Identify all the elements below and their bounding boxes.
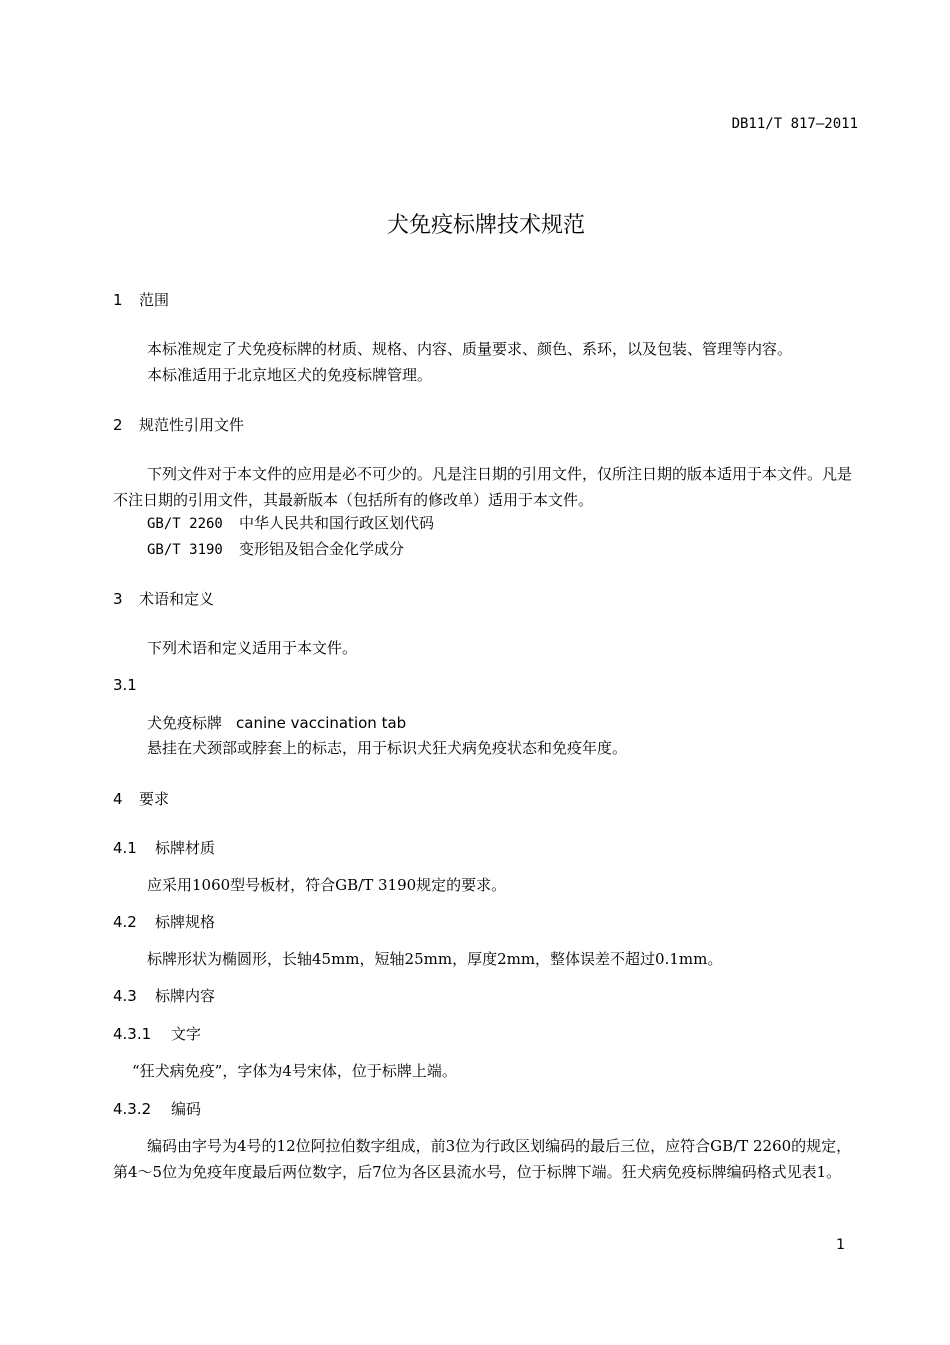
reference-code: GB/T 2260 bbox=[147, 516, 223, 532]
term-english: canine vaccination tab bbox=[236, 714, 407, 732]
section-title: 术语和定义 bbox=[139, 590, 215, 608]
subsection-4-3-1-heading bbox=[113, 1023, 201, 1044]
section-2-heading bbox=[113, 414, 244, 435]
paragraph: 标牌形状为椭圆形，长轴45mm，短轴25mm，厚度2mm，整体误差不超过0.1mm。 bbox=[147, 950, 723, 968]
section-3-heading bbox=[113, 588, 214, 609]
section-title: 标牌材质 bbox=[155, 839, 216, 857]
section-4-heading bbox=[113, 788, 169, 809]
reference-title: 中华人民共和国行政区划代码 bbox=[239, 514, 435, 532]
section-number: 4 bbox=[113, 790, 123, 808]
paragraph: 下列术语和定义适用于本文件。 bbox=[147, 639, 358, 657]
term-chinese: 犬免疫标牌 bbox=[147, 714, 223, 732]
paragraph: 本标准规定了犬免疫标牌的材质、规格、内容、质量要求、颜色、系环，以及包装、管理等内容。 bbox=[147, 340, 793, 358]
section-title: 标牌内容 bbox=[155, 987, 216, 1005]
section-1-heading bbox=[113, 289, 169, 310]
section-number: 4.3.1 bbox=[113, 1025, 152, 1043]
paragraph: 下列文件对于本文件的应用是必不可少的。凡是注日期的引用文件，仅所注日期的版本适用于本文件。凡是不注日期的引用文件，其最新版本（包括所有的修改单）适用于本文件。 bbox=[113, 465, 853, 509]
term-definition: 悬挂在犬颈部或脖套上的标志，用于标识犬狂犬病免疫状态和免疫年度。 bbox=[147, 739, 628, 757]
paragraph: 编码由字号为4号的12位阿拉伯数字组成，前3位为行政区划编码的最后三位，应符合GB/T 2260的规定，第4～5位为免疫年度最后两位数字，后7位为各区县流水号，位于标牌下端。狂犬病免疫标牌编码格式见表1。 bbox=[113, 1137, 852, 1181]
section-number: 3 bbox=[113, 590, 123, 608]
paragraph: 应采用1060型号板材，符合GB/T 3190规定的要求。 bbox=[147, 876, 507, 894]
section-title: 编码 bbox=[171, 1100, 202, 1118]
section-number: 4.3 bbox=[113, 987, 137, 1005]
paragraph: 本标准适用于北京地区犬的免疫标牌管理。 bbox=[147, 366, 433, 384]
subsection-4-3-2-heading bbox=[113, 1098, 201, 1119]
section-number: 4.3.2 bbox=[113, 1100, 152, 1118]
section-title: 文字 bbox=[171, 1025, 202, 1043]
subsection-number: 3.1 bbox=[113, 676, 137, 694]
reference-code: GB/T 3190 bbox=[147, 542, 223, 558]
paragraph: “狂犬病免疫”，字体为4号宋体，位于标牌上端。 bbox=[132, 1062, 457, 1080]
section-number: 4.1 bbox=[113, 839, 137, 857]
subsection-4-1-heading bbox=[113, 837, 215, 858]
section-title: 规范性引用文件 bbox=[139, 416, 245, 434]
reference-item bbox=[147, 538, 404, 559]
term-entry bbox=[147, 712, 406, 733]
reference-item bbox=[147, 512, 434, 533]
subsection-4-3-heading bbox=[113, 985, 215, 1006]
section-number: 4.2 bbox=[113, 913, 137, 931]
subsection-4-2-heading bbox=[113, 911, 215, 932]
reference-title: 变形铝及铝合金化学成分 bbox=[239, 540, 405, 558]
section-title: 范围 bbox=[139, 291, 170, 309]
section-number: 2 bbox=[113, 416, 123, 434]
section-title: 要求 bbox=[139, 790, 170, 808]
section-title: 标牌规格 bbox=[155, 913, 216, 931]
page-title: 犬免疫标牌技术规范 bbox=[386, 213, 585, 238]
document-id: DB11/T 817—2011 bbox=[731, 116, 858, 132]
section-number: 1 bbox=[113, 291, 123, 309]
page-number: 1 bbox=[836, 1237, 845, 1253]
